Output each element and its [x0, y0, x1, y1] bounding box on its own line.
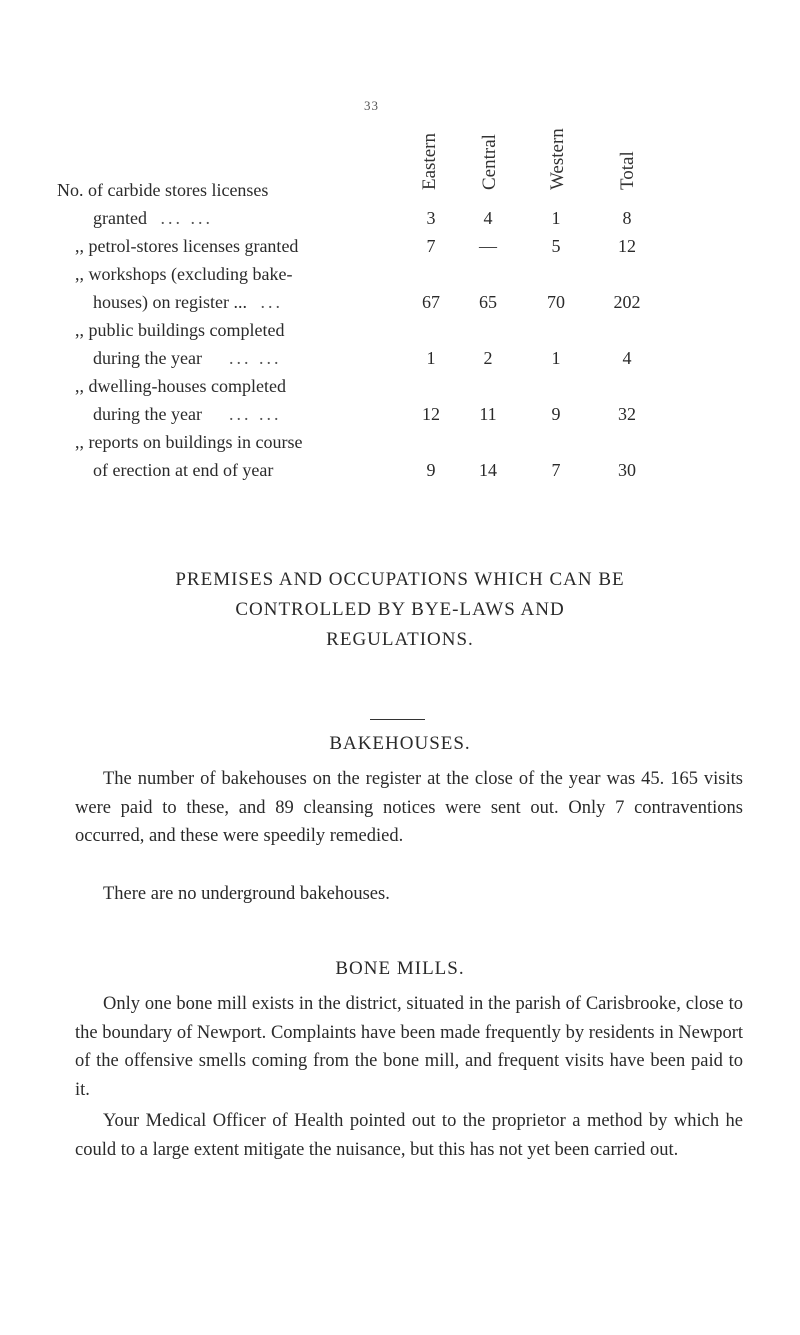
cell-central: 65	[479, 292, 497, 312]
column-header-western: Western	[547, 128, 568, 190]
section-heading-line1: PREMISES AND OCCUPATIONS WHICH CAN BE	[175, 569, 625, 590]
row-label-line2: during the year	[93, 348, 202, 368]
table-row-label	[57, 176, 430, 232]
row-label-line2: granted	[93, 208, 147, 228]
cell-total: 4	[622, 348, 632, 368]
divider-rule	[370, 719, 425, 720]
bone-mills-paragraph	[75, 1107, 743, 1164]
column-header-central: Central	[479, 134, 500, 190]
leader-dots: ... ...	[228, 348, 282, 368]
cell-central: 14	[479, 460, 497, 480]
row-label-line1: ,, public buildings completed	[75, 320, 285, 340]
cell-total: 30	[618, 460, 636, 480]
bakehouses-paragraph	[75, 765, 743, 851]
bone-mills-paragraph	[75, 990, 743, 1104]
cell-western: 5	[551, 236, 561, 256]
cell-western: 1	[551, 348, 561, 368]
bakehouses-para2: There are no underground bakehouses.	[103, 884, 390, 904]
section-heading-line2: CONTROLLED BY BYE-LAWS AND	[235, 599, 565, 620]
cell-central: 2	[483, 348, 493, 368]
cell-eastern: 12	[422, 404, 440, 424]
cell-eastern: 9	[426, 460, 436, 480]
cell-total: 32	[618, 404, 636, 424]
bone-mills-para2: Your Medical Officer of Health pointed out to the proprietor a method by which he could to a large extent mitigate the nuisance, but this has not yet been carried out.	[75, 1111, 743, 1160]
bakehouses-paragraph	[75, 880, 743, 909]
cell-total: 8	[622, 208, 632, 228]
table-row-label	[75, 428, 430, 484]
cell-eastern: 3	[426, 208, 436, 228]
row-label-line2: during the year	[93, 404, 202, 424]
table-row-label	[75, 316, 430, 372]
bakehouses-heading: BAKEHOUSES.	[329, 733, 471, 754]
bone-mills-heading: BONE MILLS.	[335, 958, 465, 979]
row-label-line1: ,, dwelling-houses completed	[75, 376, 286, 396]
bakehouses-para1: The number of bakehouses on the register at the close of the year was 45. 165 visits were paid to these, and 89 cleansing notices were sent out. Only 7 contraventions occurred, and these were speedily remedied.	[75, 769, 743, 846]
column-header-total: Total	[617, 151, 638, 190]
cell-western: 7	[551, 460, 561, 480]
leader-dots: ...	[260, 292, 283, 312]
cell-total: 202	[613, 292, 641, 312]
row-label-line1: ,, reports on buildings in course	[75, 432, 303, 452]
row-label-line1: ,, petrol-stores licenses granted	[75, 236, 299, 256]
bone-mills-para1: Only one bone mill exists in the district, situated in the parish of Carisbrooke, close to the boundary of Newport. Complaints have been made frequently by residents in Newport of the offensive smells coming from the bone mill, and frequent visits have been paid to it.	[75, 994, 743, 1100]
page-number: 33	[364, 98, 379, 113]
row-label-line2: houses) on register ...	[93, 292, 247, 312]
cell-eastern: 7	[426, 236, 436, 256]
cell-central: 11	[479, 404, 497, 424]
row-label-line1: ,, workshops (excluding bake-	[75, 264, 293, 284]
table-row-label	[75, 232, 430, 260]
column-header-eastern: Eastern	[419, 133, 440, 190]
table-row-label	[75, 260, 430, 316]
table-row-label	[75, 372, 430, 428]
cell-total: 12	[618, 236, 636, 256]
row-label-line1: No. of carbide stores licenses	[57, 180, 269, 200]
cell-western: 70	[547, 292, 565, 312]
leader-dots: ... ...	[160, 208, 213, 228]
section-heading-line3: REGULATIONS.	[326, 629, 474, 650]
cell-eastern: 67	[422, 292, 440, 312]
row-label-line2: of erection at end of year	[93, 460, 274, 480]
cell-central: 4	[483, 208, 493, 228]
leader-dots: ... ...	[228, 404, 282, 424]
cell-western: 9	[551, 404, 561, 424]
cell-central: —	[479, 236, 497, 256]
cell-eastern: 1	[426, 348, 436, 368]
cell-western: 1	[551, 208, 561, 228]
